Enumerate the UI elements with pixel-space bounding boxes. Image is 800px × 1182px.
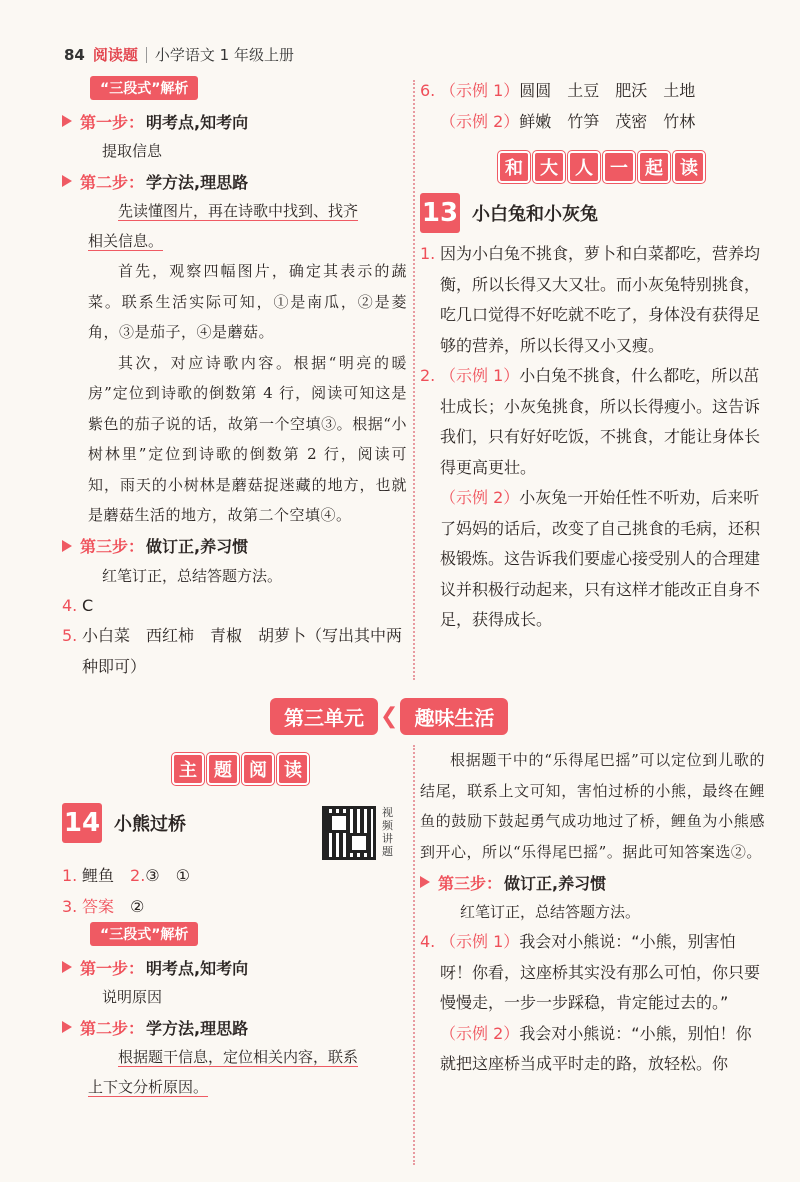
theme-reading-banner — [172, 753, 407, 785]
step-label: 第二步： — [80, 172, 145, 192]
step-3-body: 红笔订正，总结答题方法。 — [460, 903, 641, 921]
analysis-paragraph: 根据题干中的“乐得尾巴摇”可以定位到儿歌的结尾，联系上文可知，害怕过桥的小熊，最终在鲤鱼的鼓励下鼓起勇气成功地过了桥，鲤鱼为小熊感到开心，所以“乐得尾巴摇”。据此可知答案选②。 — [420, 751, 765, 861]
answer-6-ex2 — [420, 107, 765, 138]
step-label: 第二步： — [80, 1018, 145, 1038]
lesson-title: 小白兔和小灰兔 — [472, 204, 598, 225]
example-label: （示例 2） — [440, 111, 520, 131]
read-with-adults-banner — [498, 151, 765, 183]
arrow-icon — [62, 961, 72, 973]
banner-char: 大 — [533, 151, 565, 183]
column-divider-top — [413, 80, 415, 680]
step-3 — [62, 531, 407, 561]
underlined-text: 相关信息。 — [88, 232, 164, 250]
example-label: （示例 2） — [440, 488, 520, 507]
answer-number: 1. — [62, 866, 78, 885]
arrow-icon — [62, 540, 72, 552]
lesson-title: 小熊过桥 — [114, 814, 186, 835]
answer-number: 6. — [420, 81, 436, 100]
answer-label: 答案 — [82, 896, 115, 916]
page-header — [64, 44, 294, 65]
answer-number: 3. — [62, 896, 78, 916]
header-divider — [146, 47, 147, 63]
right-column-top — [420, 76, 765, 636]
step-2-method — [62, 1042, 407, 1102]
answer-4-ex2 — [420, 1019, 765, 1080]
left-column-bottom — [62, 745, 407, 1102]
qr-code[interactable] — [322, 806, 376, 860]
lesson-number: 13 — [420, 193, 460, 233]
answer-4 — [62, 591, 407, 622]
arrow-icon — [420, 876, 430, 888]
page-number: 84 — [64, 45, 85, 64]
underlined-text: 上下文分析原因。 — [88, 1078, 209, 1096]
bracket-icon: ❮ — [380, 704, 399, 729]
banner-char: 起 — [638, 151, 670, 183]
answer-2-ex2 — [420, 483, 765, 636]
book-title: 小学语文 1 年级上册 — [154, 46, 294, 64]
step-3 — [420, 867, 765, 897]
lesson-number: 14 — [62, 803, 102, 843]
answer-number: 2. — [130, 866, 146, 885]
answer-text: 我会对小熊说：“小熊，别怕！你就把这座桥当成平时走的路，放轻松。你 — [440, 1023, 752, 1073]
example-label: （示例 1） — [440, 366, 520, 385]
answer-number: 1. — [420, 244, 436, 263]
answer-5 — [62, 621, 407, 682]
right-column-bottom — [420, 745, 765, 1080]
answer-number: 4. — [62, 595, 78, 615]
answer-text: 小灰兔一开始任性不听劝，后来听了妈妈的话后，改变了自己挑食的毛病，还积极锻炼。这告诉我们要虚心接受别人的合理建议并积极行动起来，只有这样才能改正自身不足，获得成长。 — [440, 488, 761, 629]
analysis-paragraph: 首先，观察四幅图片，确定其表示的蔬菜。联系生活实际可知，①是南瓜，②是菱角，③是茄子，④是蘑菇。 — [88, 262, 407, 341]
step-2-method — [62, 196, 407, 256]
banner-char: 人 — [568, 151, 600, 183]
answer-text: 鲤鱼 — [82, 866, 115, 885]
answer-2 — [420, 361, 765, 483]
step-label: 第一步： — [80, 958, 145, 978]
example-label: （示例 1） — [440, 932, 520, 951]
answer-text: ③ ① — [145, 866, 190, 885]
step-label: 第一步： — [80, 112, 145, 132]
answer-text: ② — [130, 896, 145, 916]
banner-char: 题 — [207, 753, 239, 785]
step-2 — [62, 1012, 407, 1042]
banner-char: 读 — [673, 151, 705, 183]
answer-4 — [420, 927, 765, 1019]
step-title: 明考点,知考向 — [146, 958, 249, 978]
step-3-body: 红笔订正，总结答题方法。 — [102, 566, 283, 585]
answer-number: 2. — [420, 366, 436, 385]
step-1 — [62, 952, 407, 982]
unit-name: 第三单元 — [270, 698, 378, 735]
left-column-top — [62, 76, 407, 682]
answer-1 — [420, 239, 765, 361]
answer-3 — [62, 892, 407, 923]
unit-theme: 趣味生活 — [400, 698, 508, 735]
answer-number: 5. — [62, 626, 78, 645]
lesson-heading — [420, 193, 765, 233]
answer-text: C — [82, 595, 94, 615]
answer-1-2 — [62, 861, 407, 892]
answer-number: 4. — [420, 932, 436, 951]
step-label: 第三步： — [438, 873, 503, 893]
step-1-body: 提取信息 — [102, 142, 163, 160]
answer-6 — [420, 76, 765, 107]
qr-label: 视频讲题 — [382, 806, 393, 858]
example-label: （示例 1） — [440, 81, 520, 100]
step-title: 做订正,养习惯 — [504, 873, 607, 893]
step-title: 明考点,知考向 — [146, 112, 249, 132]
answer-text: 小白兔不挑食，什么都吃，所以茁壮成长；小灰兔挑食，所以长得瘦小。这告诉我们，只有好好吃饭，不挑食，才能让身体长得更高更壮。 — [440, 366, 761, 477]
step-1 — [62, 106, 407, 136]
step-title: 学方法,理思路 — [146, 172, 249, 192]
arrow-icon — [62, 115, 72, 127]
section-label: 阅读题 — [92, 46, 138, 64]
step-2 — [62, 166, 407, 196]
analysis-paragraph: 其次，对应诗歌内容。根据“明亮的暖房”定位到诗歌的倒数第 4 行，阅读可知这是紫色的茄子说的话，故第一个空填③。根据“小树林里”定位到诗歌的倒数第 2 行，阅读可知，雨天的小树林是蘑菇捉迷藏的地方，也就是蘑菇生活的地方，故第二个空填④。 — [88, 353, 407, 524]
analysis-tag: “三段式”解析 — [90, 922, 198, 946]
answer-text: 圆圆 土豆 肥沃 土地 — [519, 81, 696, 100]
analysis-tag: “三段式”解析 — [90, 76, 198, 100]
arrow-icon — [62, 1021, 72, 1033]
banner-char: 和 — [498, 151, 530, 183]
answer-text: 因为小白兔不挑食，萝卜和白菜都吃，营养均衡，所以长得又大又壮。而小灰兔特别挑食，吃几口觉得不好吃就不吃了，身体没有获得足够的营养，所以长得又小又瘦。 — [440, 244, 761, 355]
answer-text: 小白菜 西红柿 青椒 胡萝卜（写出其中两种即可） — [82, 626, 403, 676]
step-label: 第三步： — [80, 537, 145, 556]
answer-text: 我会对小熊说：“小熊，别害怕呀！你看，这座桥其实没有那么可怕，你只要慢慢走，一步一步踩稳，肯定能过去的。” — [440, 932, 761, 1012]
column-divider-bottom — [413, 745, 415, 1165]
underlined-text: 先读懂图片，再在诗歌中找到、找齐 — [118, 202, 359, 220]
step-title: 做订正,养习惯 — [146, 537, 249, 556]
unit-banner — [270, 698, 508, 735]
banner-char: 阅 — [242, 753, 274, 785]
arrow-icon — [62, 175, 72, 187]
banner-char: 读 — [277, 753, 309, 785]
banner-char: 一 — [603, 151, 635, 183]
example-label: （示例 2） — [440, 1023, 520, 1043]
step-1-body: 说明原因 — [102, 988, 163, 1006]
step-title: 学方法,理思路 — [146, 1018, 249, 1038]
underlined-text: 根据题干信息，定位相关内容，联系 — [118, 1048, 359, 1066]
answer-text: 鲜嫩 竹笋 茂密 竹林 — [519, 111, 696, 131]
banner-char: 主 — [172, 753, 204, 785]
